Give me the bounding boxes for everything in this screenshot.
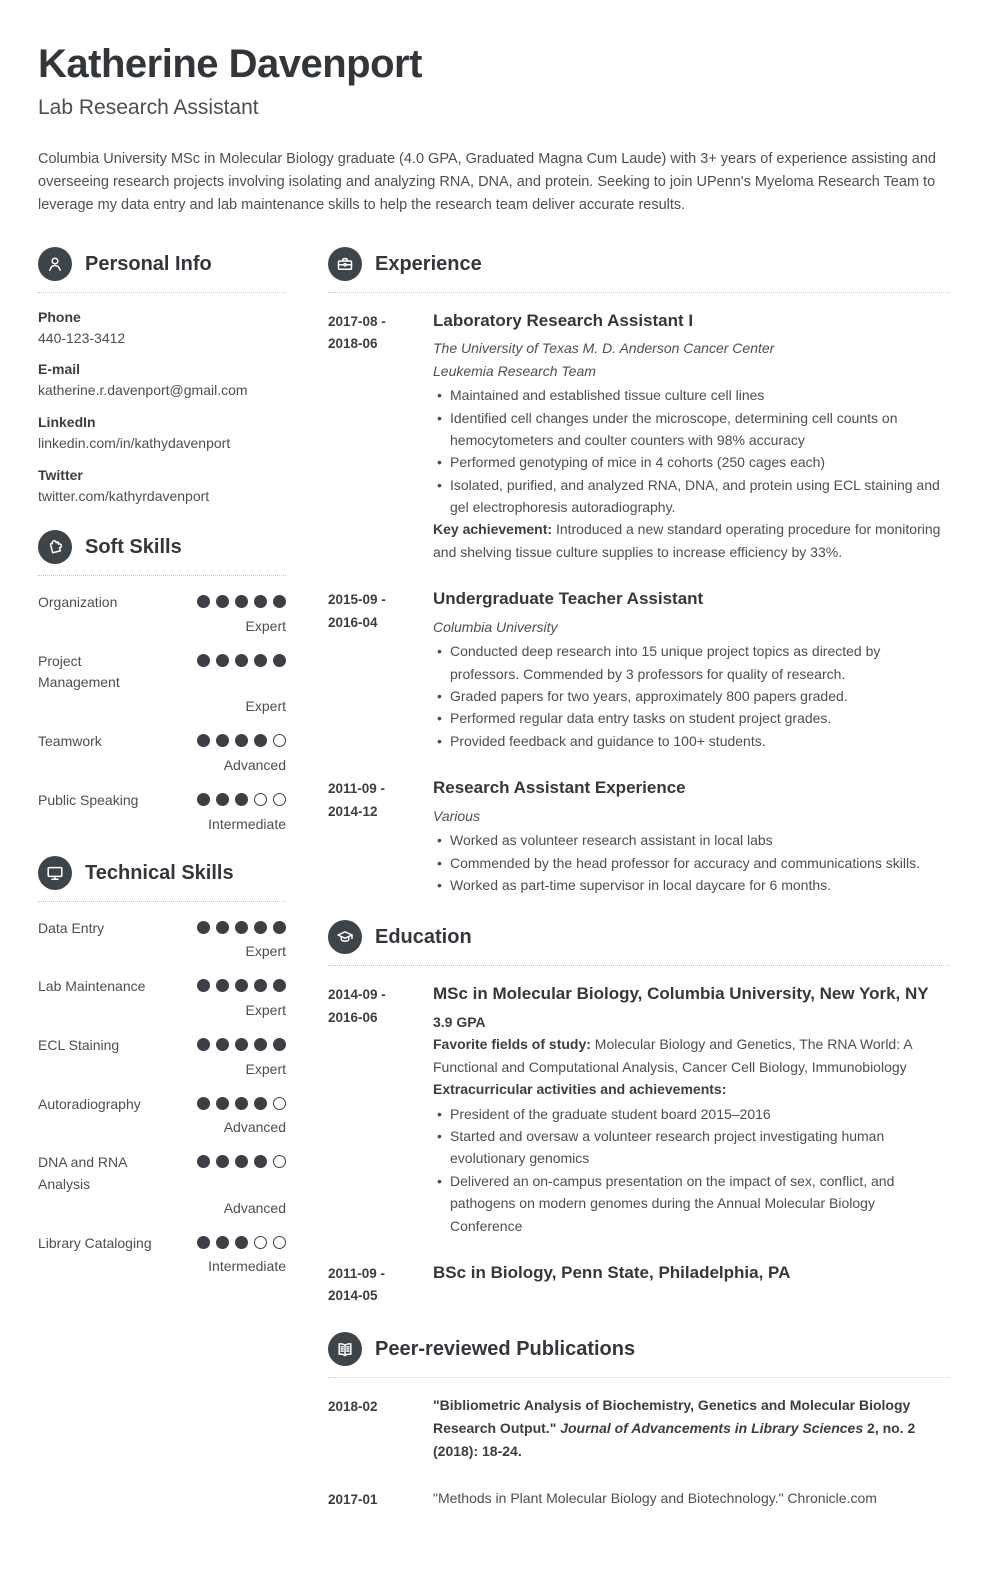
rating-dot: [216, 793, 229, 806]
skill-rating: [197, 1094, 286, 1110]
entry-dates: [328, 587, 433, 752]
section-header-personal-info: [38, 247, 286, 293]
bullet-list: [433, 384, 950, 518]
skill-name: Project Management: [38, 652, 120, 691]
experience-entry-body: [433, 587, 950, 752]
skill-level-label: Expert: [245, 617, 286, 634]
date-from: 2017-08 -: [328, 313, 386, 329]
section-title-soft-skills: Soft Skills: [85, 536, 182, 559]
skill-row-top: [38, 592, 286, 614]
skill-level-label: Expert: [245, 1001, 286, 1018]
entry-dates: [328, 776, 433, 896]
bullet-item: • Provided feedback and guidance to 100+ students.: [433, 730, 950, 752]
contact-label: Phone: [38, 308, 81, 325]
skill-name: Data Entry: [38, 919, 105, 936]
experience-entry: [328, 776, 950, 896]
bullet-item: • Delivered an on-campus presentation on the impact of sex, conflict, and pathogens on modern genomes during the Annual Molecular Biology Conference: [433, 1170, 950, 1237]
rating-dot: [197, 595, 210, 608]
date-to: 2014-12: [328, 803, 378, 819]
education-list: [328, 982, 950, 1307]
skill-name: ECL Staining: [38, 1036, 120, 1053]
resume-header: [38, 42, 950, 217]
date-from: 2017-01: [328, 1491, 378, 1507]
bullet-item: • Worked as part-time supervisor in local daycare for 6 months.: [433, 874, 950, 896]
skill-row: [38, 976, 286, 1018]
publication-entry-body: [433, 1487, 950, 1511]
section-experience: [328, 247, 950, 897]
rating-dot: [235, 1097, 248, 1110]
rating-dot: [197, 654, 210, 667]
job-title-line: Research Assistant Experience: [433, 778, 686, 798]
rating-dot: [216, 654, 229, 667]
rating-dot: [254, 1038, 267, 1051]
profile-summary: Columbia University MSc in Molecular Biology graduate (4.0 GPA, Graduated Magna Cum Laude) with 3+ years of experience assisting and overseeing research projects involving isolating and analyzing RNA, DNA, and protein. Seeking to join UPenn's Myeloma Research Team to leverage my data entry and lab maintenance skills to help the research team deliver accurate results.: [38, 151, 936, 213]
bullet-item: • Worked as volunteer research assistant in local labs: [433, 829, 950, 851]
section-header-technical-skills: [38, 856, 286, 902]
rating-dot: [197, 1097, 210, 1110]
skill-rating: [197, 1035, 286, 1051]
detail-label: Extracurricular activities and achievements:: [433, 1081, 727, 1098]
skill-level-label: Advanced: [223, 756, 286, 773]
education-entry: [328, 982, 950, 1237]
skill-row-top: [38, 1233, 286, 1255]
monitor-icon: [38, 856, 72, 890]
rating-dot: [273, 734, 286, 747]
education-entry-body: [433, 1261, 950, 1308]
bullet-item: • Maintained and established tissue culture cell lines: [433, 384, 950, 406]
job-title-line: Undergraduate Teacher Assistant: [433, 589, 704, 609]
contact-item: [38, 309, 286, 349]
rating-dot: [254, 921, 267, 934]
contact-value: linkedin.com/in/kathydavenport: [38, 434, 231, 451]
rating-dot: [254, 1155, 267, 1168]
rating-dot: [235, 654, 248, 667]
rating-dot: [197, 1038, 210, 1051]
section-publications: [328, 1332, 950, 1512]
skill-row-top: [38, 651, 286, 694]
rating-dot: [216, 921, 229, 934]
rating-dot: [235, 793, 248, 806]
skill-name: DNA and RNA Analysis: [38, 1154, 127, 1192]
bullet-item: • Conducted deep research into 15 unique project topics as directed by professors. Commended by 3 professors for quality of research.: [433, 640, 950, 685]
date-to: 2016-04: [328, 614, 378, 630]
rating-dot: [273, 979, 286, 992]
education-detail-line: [433, 1078, 950, 1100]
person-icon: [38, 247, 72, 281]
bullet-item: • Identified cell changes under the microscope, determining cell counts on hemocytometers and coulter counters with 98% accuracy: [433, 407, 950, 452]
bullet-list: [433, 640, 950, 752]
contact-label: LinkedIn: [38, 413, 96, 430]
rating-dot: [197, 1155, 210, 1168]
rating-dot: [273, 1155, 286, 1168]
experience-entry: [328, 587, 950, 752]
contact-value: katherine.r.davenport@gmail.com: [38, 382, 248, 399]
skill-rating: [197, 790, 286, 806]
rating-dot: [254, 1236, 267, 1249]
contact-item: [38, 414, 286, 454]
rating-dot: [254, 979, 267, 992]
right-column: [328, 247, 950, 1535]
gpa-line: 3.9 GPA: [433, 1014, 486, 1031]
rating-dot: [273, 1097, 286, 1110]
skill-level-label: Expert: [245, 1060, 286, 1077]
date-to: 2018-06: [328, 335, 378, 351]
skill-rating: [197, 731, 286, 747]
rating-dot: [235, 921, 248, 934]
skill-rating: [197, 1233, 286, 1249]
skill-level-label: Expert: [245, 698, 286, 715]
graduation-cap-icon: [328, 920, 362, 954]
citation-segment: Journal of Advancements in Library Sciences: [560, 1419, 864, 1436]
skill-level-label: Advanced: [223, 1199, 286, 1216]
experience-list: [328, 309, 950, 897]
section-title-education: Education: [375, 926, 472, 949]
skill-row-top: [38, 1094, 286, 1116]
skill-rating: [197, 592, 286, 608]
skill-name: Public Speaking: [38, 791, 139, 808]
skill-row: [38, 1152, 286, 1215]
contact-value: twitter.com/kathyrdavenport: [38, 487, 210, 504]
section-header-experience: [328, 247, 950, 293]
skill-row: [38, 1233, 286, 1275]
job-subtitle: Columbia University: [433, 618, 558, 635]
education-entry-body: [433, 982, 950, 1237]
rating-dot: [216, 1097, 229, 1110]
section-soft-skills: [38, 530, 286, 831]
bullet-item: • Performed regular data entry tasks on student project grades.: [433, 707, 950, 729]
skill-name: Autoradiography: [38, 1095, 141, 1112]
skill-row: [38, 592, 286, 634]
bullet-item: • Performed genotyping of mice in 4 cohorts (250 cages each): [433, 451, 950, 473]
open-book-icon: [328, 1332, 362, 1366]
rating-dot: [273, 793, 286, 806]
rating-dot: [197, 979, 210, 992]
section-title-experience: Experience: [375, 252, 482, 275]
publication-entry: [328, 1487, 950, 1511]
puzzle-icon: [38, 530, 72, 564]
rating-dot: [254, 1097, 267, 1110]
skill-name: Library Cataloging: [38, 1234, 152, 1251]
publication-citation: [433, 1487, 950, 1510]
section-title-personal-info: Personal Info: [85, 252, 212, 275]
job-subtitle: The University of Texas M. D. Anderson Cancer Center: [433, 340, 775, 357]
date-from: 2018-02: [328, 1398, 378, 1414]
skill-row-top: [38, 790, 286, 812]
skill-rating: [197, 918, 286, 934]
experience-entry-body: [433, 309, 950, 564]
contact-item: [38, 361, 286, 401]
rating-dot: [235, 1038, 248, 1051]
resume-columns: [38, 247, 950, 1535]
bullet-list: [433, 1103, 950, 1237]
date-to: 2016-06: [328, 1009, 378, 1025]
entry-dates: [328, 309, 433, 564]
section-personal-info: [38, 247, 286, 506]
rating-dot: [254, 654, 267, 667]
rating-dot: [216, 595, 229, 608]
soft-skill-list: [38, 592, 286, 831]
key-achievement-label: Key achievement:: [433, 521, 553, 538]
citation-segment: "Methods in Plant Molecular Biology and Biotechnology." Chronicle.com: [433, 1489, 877, 1506]
rating-dot: [216, 734, 229, 747]
rating-dot: [273, 1038, 286, 1051]
publication-citation: [433, 1394, 950, 1463]
publication-entry: [328, 1394, 950, 1463]
rating-dot: [273, 595, 286, 608]
education-entry: [328, 1261, 950, 1308]
date-from: 2015-09 -: [328, 592, 386, 608]
contact-label: Twitter: [38, 466, 83, 483]
rating-dot: [216, 1038, 229, 1051]
entry-dates: [328, 1487, 433, 1511]
contact-item: [38, 467, 286, 507]
skill-rating: [197, 651, 286, 667]
skill-row: [38, 918, 286, 960]
skill-row-top: [38, 1035, 286, 1057]
person-job-title: Lab Research Assistant: [38, 96, 259, 119]
rating-dot: [235, 595, 248, 608]
publication-entry-body: [433, 1394, 950, 1463]
rating-dot: [273, 654, 286, 667]
section-title-technical-skills: Technical Skills: [85, 861, 234, 884]
skill-row-top: [38, 1152, 286, 1195]
rating-dot: [273, 1236, 286, 1249]
rating-dot: [197, 734, 210, 747]
rating-dot: [254, 595, 267, 608]
rating-dot: [216, 1236, 229, 1249]
skill-row-top: [38, 976, 286, 998]
section-technical-skills: [38, 856, 286, 1275]
rating-dot: [235, 1155, 248, 1168]
date-from: 2014-09 -: [328, 987, 386, 1003]
entry-dates: [328, 1394, 433, 1463]
rating-dot: [273, 921, 286, 934]
bullet-item: • President of the graduate student board 2015–2016: [433, 1103, 950, 1125]
job-subtitle: Leukemia Research Team: [433, 362, 596, 379]
person-name: Katherine Davenport: [38, 42, 422, 86]
bullet-list: [433, 829, 950, 896]
job-subtitle: Various: [433, 807, 480, 824]
left-column: [38, 247, 286, 1299]
skill-rating: [197, 976, 286, 992]
skill-level-label: Expert: [245, 943, 286, 960]
experience-entry-body: [433, 776, 950, 896]
rating-dot: [235, 1236, 248, 1249]
job-title-line: Laboratory Research Assistant I: [433, 310, 694, 330]
citation-segment: "Bibliometric Analysis of Biochemistry, Genetics and Molecular Biology Research Output.": [433, 1396, 911, 1436]
contact-label: E-mail: [38, 361, 81, 378]
citation-segment: 2, no. 2 (2018): 18-24.: [433, 1419, 916, 1459]
skill-level-label: Intermediate: [208, 815, 286, 832]
date-from: 2011-09 -: [328, 1266, 386, 1281]
education-detail-line: Favorite fields of study: Molecular Biology and Genetics, The RNA World: A Functional and Computational Analysis, Cancer Cell Biology, Immunobiology: [433, 1036, 912, 1075]
bullet-item: • Isolated, purified, and analyzed RNA, DNA, and protein using ECL staining and gel electrophoresis autoradiography.: [433, 474, 950, 519]
skill-row: [38, 1035, 286, 1077]
skill-row: [38, 1094, 286, 1136]
skill-row-top: [38, 731, 286, 753]
degree-title: MSc in Molecular Biology, Columbia University, New York, NY: [433, 984, 929, 1004]
experience-entry: [328, 309, 950, 564]
skill-name: Organization: [38, 594, 118, 611]
rating-dot: [235, 979, 248, 992]
section-education: [328, 920, 950, 1307]
detail-label: Favorite fields of study:: [433, 1036, 591, 1053]
key-achievement: Key achievement: Introduced a new standard operating procedure for monitoring and shelving tissue culture supplies to increase efficiency by 33%.: [433, 521, 941, 560]
rating-dot: [216, 979, 229, 992]
section-header-education: [328, 920, 950, 966]
skill-rating: [197, 1152, 286, 1168]
skill-row: [38, 790, 286, 832]
entry-dates: [328, 982, 433, 1237]
briefcase-icon: [328, 247, 362, 281]
skill-level-label: Intermediate: [208, 1258, 286, 1275]
date-from: 2011-09 -: [328, 781, 386, 797]
contact-value: 440-123-3412: [38, 329, 126, 346]
rating-dot: [254, 793, 267, 806]
degree-title: BSc in Biology, Penn State, Philadelphia, PA: [433, 1263, 791, 1282]
rating-dot: [254, 734, 267, 747]
bullet-item: • Started and oversaw a volunteer research project investigating human evolutionary genomics: [433, 1125, 950, 1170]
skill-row-top: [38, 918, 286, 940]
section-title-publications: Peer-reviewed Publications: [375, 1337, 636, 1360]
rating-dot: [235, 734, 248, 747]
skill-name: Teamwork: [38, 733, 102, 750]
bullet-item: • Commended by the head professor for accuracy and communications skills.: [433, 852, 950, 874]
bullet-item: • Graded papers for two years, approximately 800 papers graded.: [433, 685, 950, 707]
rating-dot: [216, 1155, 229, 1168]
contact-list: [38, 309, 286, 506]
rating-dot: [197, 921, 210, 934]
publication-list: [328, 1394, 950, 1512]
skill-level-label: Advanced: [223, 1119, 286, 1136]
rating-dot: [197, 1236, 210, 1249]
skill-row: [38, 731, 286, 773]
skill-name: Lab Maintenance: [38, 978, 146, 995]
entry-dates: [328, 1261, 433, 1308]
section-header-soft-skills: [38, 530, 286, 576]
date-to: 2014-05: [328, 1288, 378, 1304]
rating-dot: [197, 793, 210, 806]
technical-skill-list: [38, 918, 286, 1275]
section-header-publications: [328, 1332, 950, 1378]
skill-row: [38, 651, 286, 714]
